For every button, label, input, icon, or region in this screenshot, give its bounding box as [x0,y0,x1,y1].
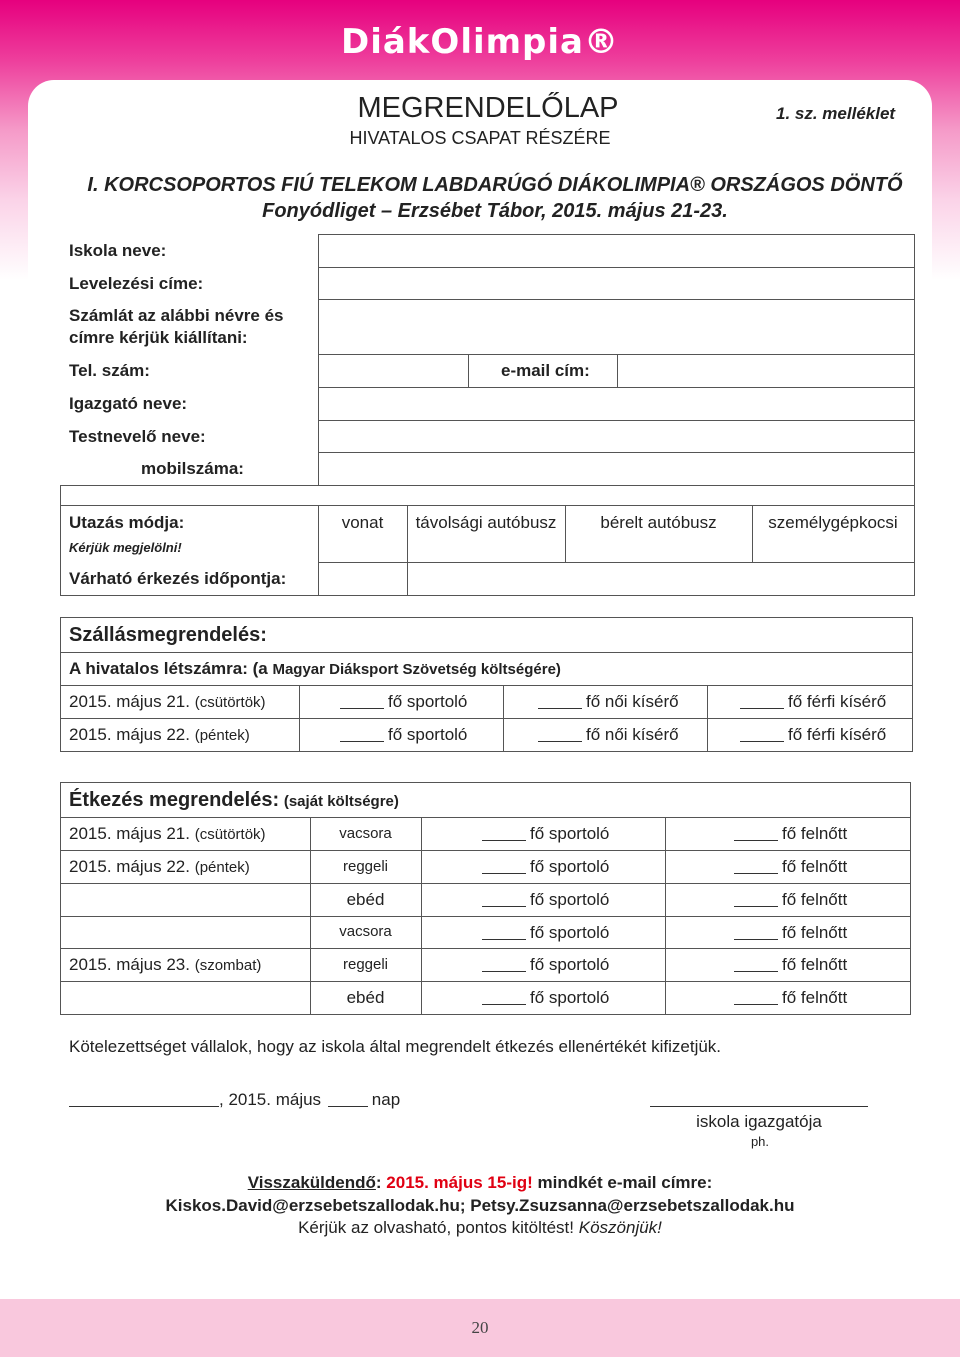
travel-option-coach[interactable]: távolsági autóbusz [415,513,557,532]
meal-type-1: vacsora [339,825,392,842]
meal-athletes-6[interactable]: fő sportoló [482,988,609,1008]
page-subtitle: HIVATALOS CSAPAT RÉSZÉRE [349,128,611,148]
commitment-statement: Kötelezettséget vállalok, hogy az iskola által megrendelt étkezés ellenértékét kifizetjük. [69,1037,722,1056]
event-location-date: Fonyódliget – Erzsébet Tábor, 2015. május 21-23. [262,200,728,222]
meal-athletes-4[interactable]: fő sportoló [482,923,609,943]
meal-type-3: ebéd [346,890,385,909]
phone-label: Tel. szám: [69,361,150,380]
meal-type-5: reggeli [342,956,389,973]
event-title: I. KORCSOPORTOS FIÚ TELEKOM LABDARÚGÓ DIÁKOLIMPIA® ORSZÁGOS DÖNTŐ [87,174,903,196]
meal-athletes-2[interactable]: fő sportoló [482,857,609,877]
invoice-label-2: címre kérjük kiállítani: [69,328,248,347]
annex-label: 1. sz. melléklet [776,104,896,123]
return-instruction: Visszaküldendő: 2015. május 15-ig! mindkét e-mail címre: [247,1173,713,1192]
travel-option-train[interactable]: vonat [341,513,384,532]
meals-title: Étkezés megrendelés: (saját költségre) [69,789,399,811]
meal-date-1: 2015. május 21. (csütörtök) [69,824,266,843]
meal-date-2: 2015. május 22. (péntek) [69,857,250,876]
accommodation-female-escorts-1[interactable]: fő női kísérő [538,692,679,712]
email-label: e-mail cím: [501,361,590,380]
meal-athletes-3[interactable]: fő sportoló [482,890,609,910]
travel-note: Kérjük megjelölni! [69,540,182,555]
address-label: Levelezési címe: [69,274,204,293]
signature-date[interactable]: , 2015. május nap [219,1090,401,1109]
accommodation-date-2: 2015. május 22. (péntek) [69,725,250,744]
meal-adults-6[interactable]: fő felnőtt [734,988,847,1008]
page-number: 20 [471,1318,489,1337]
meal-athletes-1[interactable]: fő sportoló [482,824,609,844]
accommodation-athletes-2[interactable]: fő sportoló [340,725,467,745]
travel-option-rented-bus[interactable]: bérelt autóbusz [600,513,717,532]
accommodation-male-escorts-1[interactable]: fő férfi kísérő [740,692,886,712]
meal-adults-5[interactable]: fő felnőtt [734,955,847,975]
meal-athletes-5[interactable]: fő sportoló [482,955,609,975]
meal-adults-4[interactable]: fő felnőtt [734,923,847,943]
meal-adults-1[interactable]: fő felnőtt [734,824,847,844]
pe-teacher-label: Testnevelő neve: [69,427,206,446]
arrival-time-label: Várható érkezés időpontja: [69,569,287,588]
meal-type-6: ebéd [346,988,385,1007]
meal-type-4: vacsora [339,923,392,940]
meal-type-2: reggeli [342,858,389,875]
meal-adults-3[interactable]: fő felnőtt [734,890,847,910]
principal-signature-label: iskola igazgatója [696,1112,822,1131]
return-emails: Kiskos.David@erzsebetszallodak.hu; Petsy.Zsuzsanna@erzsebetszallodak.hu [165,1196,795,1215]
accommodation-title: Szállásmegrendelés: [69,624,267,646]
place-blank[interactable] [69,1106,219,1107]
principal-label: Igazgató neve: [69,394,188,413]
accommodation-date-1: 2015. május 21. (csütörtök) [69,692,266,711]
meal-date-5: 2015. május 23. (szombat) [69,955,262,974]
fill-request: Kérjük az olvasható, pontos kitöltést! Köszönjük! [298,1218,662,1237]
official-headcount-note: A hivatalos létszámra: (a Magyar Diáksport Szövetség költségére) [69,659,561,678]
page-title: MEGRENDELŐLAP [357,92,619,124]
accommodation-male-escorts-2[interactable]: fő férfi kísérő [740,725,886,745]
travel-option-car[interactable]: személygépkocsi [768,513,898,532]
accommodation-athletes-1[interactable]: fő sportoló [340,692,467,712]
stamp-label: ph. [750,1134,770,1149]
accommodation-female-escorts-2[interactable]: fő női kísérő [538,725,679,745]
invoice-label-1: Számlát az alábbi névre és [69,306,284,325]
mobile-label: mobilszáma: [141,459,244,478]
school-name-label: Iskola neve: [69,241,167,260]
travel-mode-label: Utazás módja: [69,513,185,532]
principal-signature-line[interactable] [650,1106,868,1107]
meal-adults-2[interactable]: fő felnőtt [734,857,847,877]
diakolimpia-logo: DiákOlimpia® [340,22,619,62]
